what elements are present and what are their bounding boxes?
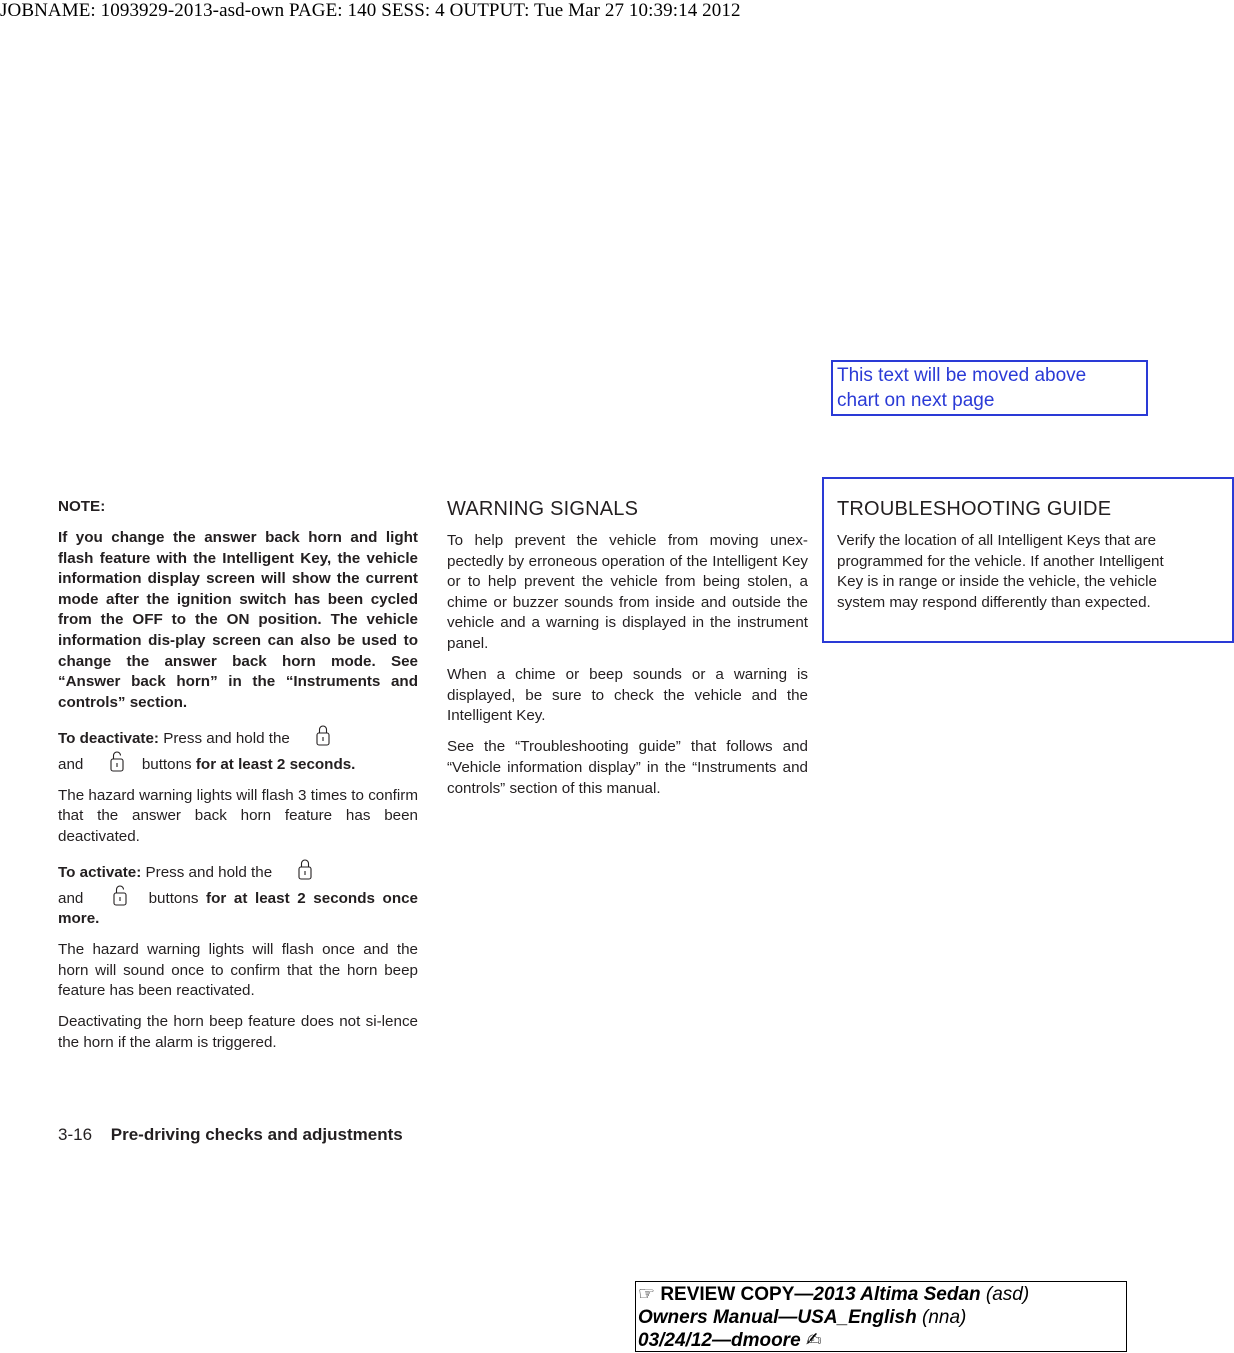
writing-hand-icon: ✍ — [805, 1330, 822, 1351]
review-label: REVIEW COPY— — [660, 1284, 814, 1305]
deactivate-result: The hazard warning lights will flash 3 times to confirm that the answer back horn feature has been deactivated. — [58, 786, 418, 845]
review-copy-box — [635, 1281, 1127, 1352]
moved-text-note — [831, 360, 1148, 416]
troubleshooting-line-1: Verify the location of all Intelligent Keys that are — [837, 532, 1157, 549]
press-hold-text: Press and hold the — [163, 729, 290, 747]
activate-result: The hazard warning lights will flash once and the horn will sound once to confirm that the horn beep feature has been reactivated. — [58, 941, 418, 1000]
deactivate-duration: for at least 2 seconds. — [195, 755, 356, 773]
buttons-text: buttons — [148, 889, 199, 907]
and-text: and — [58, 889, 84, 907]
review-line-3 — [638, 1329, 1126, 1352]
troubleshooting-line-2: programmed for the vehicle. If another Intelligent — [837, 552, 1164, 570]
column-left — [58, 497, 418, 1064]
press-hold-text: Press and hold the — [145, 863, 273, 881]
note-text: If you change the answer back horn and light flash feature with the Intelligent Key, the vehicle information display screen will show the current mode after the ignition switch has been cycled from the OFF to the ON position. The vehicle information dis-play screen can also be used to change the answer back horn mode. See “Answer back horn” in the “Instruments and controls” section. — [58, 529, 418, 711]
unlock-button-icon — [113, 884, 127, 906]
review-line-2 — [638, 1306, 1126, 1329]
review-manual: Owners Manual—USA_English — [638, 1307, 917, 1328]
warning-paragraph-3: See the “Troubleshooting guide” that follows and “Vehicle information display” in the “Instruments and controls” section of this manual. — [447, 738, 808, 797]
deactivate-instruction — [58, 724, 418, 775]
lock-button-icon — [316, 724, 330, 746]
troubleshooting-heading: TROUBLESHOOTING GUIDE — [837, 498, 1112, 520]
and-text: and — [58, 755, 84, 773]
page-footer — [58, 1125, 403, 1145]
unlock-button-icon — [110, 750, 124, 772]
warning-signals-heading: WARNING SIGNALS — [447, 498, 639, 520]
review-line-1 — [638, 1283, 1126, 1306]
review-manual-code: (nna) — [922, 1307, 967, 1328]
column-middle — [447, 497, 808, 810]
deactivate-label: To deactivate: — [58, 729, 159, 747]
page-number: 3-16 — [58, 1125, 93, 1144]
job-header: JOBNAME: 1093929-2013-asd-own PAGE: 140 SESS: 4 OUTPUT: Tue Mar 27 10:39:14 2012 — [0, 0, 741, 21]
note-label: NOTE: — [58, 498, 106, 515]
moved-text-line-2: chart on next page — [837, 390, 995, 411]
column-right — [837, 497, 1199, 613]
review-model-code: (asd) — [985, 1284, 1030, 1305]
activate-instruction — [58, 858, 418, 930]
review-model: 2013 Altima Sedan — [813, 1284, 981, 1305]
troubleshooting-line-3: Key is in range or inside the vehicle, the vehicle — [837, 573, 1157, 591]
warning-paragraph-2: When a chime or beep sounds or a warning is displayed, be sure to check the vehicle and the Intelligent Key. — [447, 666, 808, 725]
silence-note: Deactivating the horn beep feature does not si-lence the horn if the alarm is triggered. — [58, 1013, 418, 1052]
buttons-text: buttons — [141, 755, 192, 773]
activate-duration: for at least 2 seconds once more. — [58, 889, 418, 928]
troubleshooting-line-4: system may respond differently than expected. — [837, 593, 1151, 611]
review-date: 03/24/12—dmoore — [638, 1330, 801, 1351]
warning-paragraph-1: To help prevent the vehicle from moving unex-pectedly by erroneous operation of the Intelligent Key or to help prevent the vehicle from being stolen, a chime or buzzer sounds from inside and outside the vehicle and a warning is displayed in the instrument panel. — [447, 532, 808, 652]
pointing-hand-icon: ☞ — [638, 1284, 656, 1305]
lock-button-icon — [298, 858, 312, 880]
section-title: Pre-driving checks and adjustments — [110, 1125, 403, 1144]
moved-text-line-1: This text will be moved above — [837, 365, 1087, 386]
activate-label: To activate: — [58, 863, 142, 881]
